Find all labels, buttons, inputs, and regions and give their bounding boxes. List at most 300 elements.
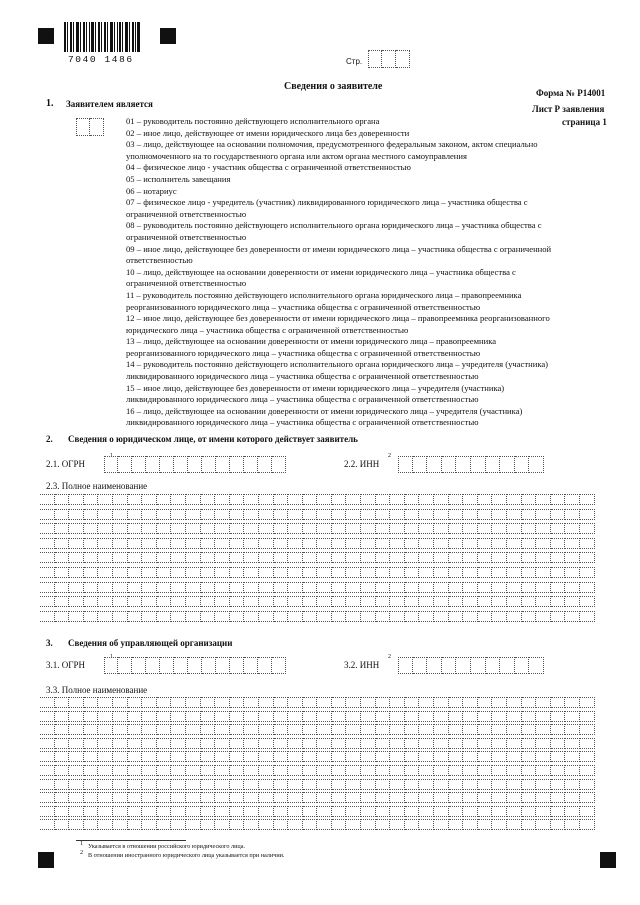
input-cell[interactable] [171, 819, 186, 830]
input-cell[interactable] [361, 765, 376, 776]
input-cell[interactable] [171, 751, 186, 762]
input-cell[interactable] [332, 765, 347, 776]
input-cell[interactable] [201, 509, 216, 520]
input-cell[interactable] [580, 509, 595, 520]
input-cell[interactable] [580, 751, 595, 762]
input-cell[interactable] [55, 697, 70, 708]
input-cell[interactable] [84, 582, 99, 593]
input-cell[interactable] [536, 711, 551, 722]
input-cell[interactable] [128, 738, 143, 749]
input-cell[interactable] [98, 819, 113, 830]
input-cell[interactable] [171, 765, 186, 776]
input-cell[interactable] [40, 724, 55, 735]
input-cell[interactable] [522, 819, 537, 830]
input-cell[interactable] [157, 711, 172, 722]
input-cell[interactable] [288, 523, 303, 534]
input-cell[interactable] [146, 456, 160, 473]
input-cell[interactable] [522, 711, 537, 722]
input-cell[interactable] [69, 806, 84, 817]
input-cell[interactable] [288, 724, 303, 735]
input-cell[interactable] [55, 567, 70, 578]
input-cell[interactable] [551, 765, 566, 776]
input-cell[interactable] [55, 538, 70, 549]
input-cell[interactable] [84, 779, 99, 790]
input-cell[interactable] [201, 596, 216, 607]
input-cell[interactable] [492, 819, 507, 830]
input-cell[interactable] [317, 765, 332, 776]
input-cell[interactable] [142, 552, 157, 563]
input-cell[interactable] [580, 538, 595, 549]
input-cell[interactable] [551, 523, 566, 534]
input-cell[interactable] [84, 765, 99, 776]
input-cell[interactable] [201, 751, 216, 762]
input-cell[interactable] [128, 806, 143, 817]
input-cell[interactable] [274, 751, 289, 762]
input-cell[interactable] [98, 738, 113, 749]
input-cell[interactable] [361, 819, 376, 830]
input-cell[interactable] [522, 552, 537, 563]
input-cell[interactable] [142, 806, 157, 817]
input-cell[interactable] [551, 779, 566, 790]
input-cell[interactable] [244, 509, 259, 520]
input-cell[interactable] [259, 724, 274, 735]
input-cell[interactable] [40, 494, 55, 505]
input-cell[interactable] [507, 552, 522, 563]
input-cell[interactable] [419, 711, 434, 722]
input-cell[interactable] [230, 738, 245, 749]
input-cell[interactable] [55, 738, 70, 749]
input-cell[interactable] [274, 523, 289, 534]
input-cell[interactable] [201, 582, 216, 593]
input-cell[interactable] [536, 806, 551, 817]
input-cell[interactable] [317, 792, 332, 803]
input-cell[interactable] [303, 711, 318, 722]
input-cell[interactable] [174, 456, 188, 473]
page-number-cells[interactable] [368, 50, 410, 68]
input-cell[interactable] [274, 611, 289, 622]
input-cell[interactable] [128, 552, 143, 563]
input-cell[interactable] [346, 582, 361, 593]
input-cell[interactable] [361, 596, 376, 607]
input-cell[interactable] [580, 596, 595, 607]
input-cell[interactable] [442, 456, 457, 473]
input-cell[interactable] [230, 697, 245, 708]
input-cell[interactable] [186, 751, 201, 762]
input-cell[interactable] [405, 523, 420, 534]
input-cell[interactable] [456, 657, 471, 674]
input-cell[interactable] [84, 509, 99, 520]
input-cell[interactable] [157, 552, 172, 563]
input-cell[interactable] [390, 494, 405, 505]
input-cell[interactable] [160, 456, 174, 473]
input-cell[interactable] [492, 552, 507, 563]
input-cell[interactable] [259, 582, 274, 593]
input-cell[interactable] [332, 751, 347, 762]
input-cell[interactable] [390, 697, 405, 708]
input-cell[interactable] [376, 711, 391, 722]
input-cell[interactable] [492, 523, 507, 534]
input-cell[interactable] [419, 765, 434, 776]
input-cell[interactable] [113, 724, 128, 735]
input-cell[interactable] [258, 657, 272, 674]
input-cell[interactable] [580, 582, 595, 593]
input-cell[interactable] [376, 538, 391, 549]
input-cell[interactable] [434, 738, 449, 749]
input-cell[interactable] [419, 538, 434, 549]
input-cell[interactable] [405, 806, 420, 817]
input-cell[interactable] [449, 765, 464, 776]
input-cell[interactable] [507, 806, 522, 817]
input-cell[interactable] [463, 509, 478, 520]
input-cell[interactable] [463, 711, 478, 722]
input-cell[interactable] [463, 779, 478, 790]
input-cell[interactable] [507, 523, 522, 534]
input-cell[interactable] [580, 806, 595, 817]
input-cell[interactable] [142, 765, 157, 776]
input-cell[interactable] [244, 567, 259, 578]
input-cell[interactable] [332, 806, 347, 817]
input-cell[interactable] [492, 738, 507, 749]
input-cell[interactable] [332, 582, 347, 593]
input-cell[interactable] [346, 611, 361, 622]
input-cell[interactable] [361, 738, 376, 749]
input-cell[interactable] [132, 456, 146, 473]
input-cell[interactable] [478, 509, 493, 520]
input-cell[interactable] [463, 596, 478, 607]
input-cell[interactable] [55, 819, 70, 830]
input-cell[interactable] [142, 738, 157, 749]
input-cell[interactable] [332, 523, 347, 534]
input-cell[interactable] [113, 509, 128, 520]
input-cell[interactable] [376, 567, 391, 578]
input-cell[interactable] [128, 751, 143, 762]
input-cell[interactable] [419, 697, 434, 708]
input-cell[interactable] [507, 779, 522, 790]
input-cell[interactable] [376, 509, 391, 520]
input-cell[interactable] [471, 456, 486, 473]
input-cell[interactable] [317, 738, 332, 749]
input-cell[interactable] [434, 711, 449, 722]
input-cell[interactable] [186, 724, 201, 735]
input-cell[interactable] [98, 567, 113, 578]
input-cell[interactable] [244, 552, 259, 563]
input-cell[interactable] [128, 523, 143, 534]
input-cell[interactable] [104, 657, 118, 674]
input-cell[interactable] [230, 509, 245, 520]
input-cell[interactable] [303, 738, 318, 749]
input-cell[interactable] [55, 792, 70, 803]
input-cell[interactable] [317, 751, 332, 762]
input-cell[interactable] [405, 819, 420, 830]
input-cell[interactable] [171, 724, 186, 735]
input-cell[interactable] [40, 567, 55, 578]
input-cell[interactable] [449, 611, 464, 622]
input-cell[interactable] [259, 738, 274, 749]
input-cell[interactable] [565, 792, 580, 803]
input-cell[interactable] [376, 819, 391, 830]
fullname-row[interactable] [40, 806, 595, 817]
input-cell[interactable] [157, 738, 172, 749]
input-cell[interactable] [201, 738, 216, 749]
input-cell[interactable] [580, 567, 595, 578]
input-cell[interactable] [288, 806, 303, 817]
input-cell[interactable] [98, 792, 113, 803]
input-cell[interactable] [215, 738, 230, 749]
input-cell[interactable] [434, 806, 449, 817]
input-cell[interactable] [186, 711, 201, 722]
input-cell[interactable] [244, 538, 259, 549]
input-cell[interactable] [142, 596, 157, 607]
input-cell[interactable] [419, 509, 434, 520]
input-cell[interactable] [244, 819, 259, 830]
input-cell[interactable] [84, 751, 99, 762]
input-cell[interactable] [259, 494, 274, 505]
input-cell[interactable] [69, 494, 84, 505]
input-cell[interactable] [376, 596, 391, 607]
input-cell[interactable] [551, 552, 566, 563]
fullname-row[interactable] [40, 724, 595, 735]
input-cell[interactable] [500, 456, 515, 473]
input-cell[interactable] [202, 657, 216, 674]
input-cell[interactable] [405, 765, 420, 776]
input-cell[interactable] [171, 494, 186, 505]
input-cell[interactable] [492, 596, 507, 607]
input-cell[interactable] [376, 724, 391, 735]
input-cell[interactable] [84, 724, 99, 735]
input-cell[interactable] [201, 792, 216, 803]
input-cell[interactable] [361, 751, 376, 762]
input-cell[interactable] [551, 819, 566, 830]
input-cell[interactable] [84, 538, 99, 549]
input-cell[interactable] [390, 567, 405, 578]
input-cell[interactable] [40, 552, 55, 563]
input-cell[interactable] [492, 711, 507, 722]
input-cell[interactable] [317, 711, 332, 722]
input-cell[interactable] [492, 567, 507, 578]
input-cell[interactable] [522, 596, 537, 607]
input-cell[interactable] [449, 567, 464, 578]
input-cell[interactable] [332, 596, 347, 607]
input-cell[interactable] [142, 819, 157, 830]
input-cell[interactable] [55, 751, 70, 762]
input-cell[interactable] [317, 494, 332, 505]
input-cell[interactable] [157, 582, 172, 593]
input-cell[interactable] [215, 523, 230, 534]
input-cell[interactable] [507, 494, 522, 505]
input-cell[interactable] [288, 738, 303, 749]
input-cell[interactable] [434, 792, 449, 803]
input-cell[interactable] [507, 711, 522, 722]
input-cell[interactable] [434, 697, 449, 708]
input-cell[interactable] [274, 779, 289, 790]
input-cell[interactable] [274, 552, 289, 563]
input-cell[interactable] [244, 697, 259, 708]
input-cell[interactable] [113, 751, 128, 762]
input-cell[interactable] [128, 596, 143, 607]
input-cell[interactable] [478, 819, 493, 830]
input-cell[interactable] [146, 657, 160, 674]
input-cell[interactable] [463, 582, 478, 593]
input-cell[interactable] [434, 765, 449, 776]
input-cell[interactable] [69, 567, 84, 578]
input-cell[interactable] [478, 596, 493, 607]
input-cell[interactable] [565, 552, 580, 563]
input-cell[interactable] [580, 494, 595, 505]
input-cell[interactable] [303, 596, 318, 607]
input-cell[interactable] [419, 582, 434, 593]
input-cell[interactable] [55, 552, 70, 563]
input-cell[interactable] [274, 538, 289, 549]
input-cell[interactable] [274, 596, 289, 607]
input-cell[interactable] [274, 792, 289, 803]
input-cell[interactable] [186, 538, 201, 549]
input-cell[interactable] [118, 456, 132, 473]
input-cell[interactable] [288, 538, 303, 549]
input-cell[interactable] [376, 738, 391, 749]
input-cell[interactable] [419, 724, 434, 735]
input-cell[interactable] [274, 819, 289, 830]
input-cell[interactable] [288, 567, 303, 578]
input-cell[interactable] [405, 751, 420, 762]
input-cell[interactable] [405, 509, 420, 520]
input-cell[interactable] [551, 538, 566, 549]
input-cell[interactable] [98, 806, 113, 817]
input-cell[interactable] [55, 765, 70, 776]
input-cell[interactable] [346, 509, 361, 520]
input-cell[interactable] [142, 509, 157, 520]
input-cell[interactable] [186, 611, 201, 622]
input-cell[interactable] [507, 724, 522, 735]
input-cell[interactable] [174, 657, 188, 674]
input-cell[interactable] [215, 724, 230, 735]
input-cell[interactable] [142, 567, 157, 578]
input-cell[interactable] [171, 806, 186, 817]
input-cell[interactable] [216, 657, 230, 674]
input-cell[interactable] [478, 806, 493, 817]
input-cell[interactable] [346, 552, 361, 563]
input-cell[interactable] [303, 582, 318, 593]
input-cell[interactable] [507, 611, 522, 622]
input-cell[interactable] [55, 724, 70, 735]
input-cell[interactable] [522, 611, 537, 622]
input-cell[interactable] [142, 779, 157, 790]
input-cell[interactable] [288, 552, 303, 563]
fullname-row[interactable] [40, 582, 595, 593]
input-cell[interactable] [244, 738, 259, 749]
input-cell[interactable] [201, 806, 216, 817]
input-cell[interactable] [317, 538, 332, 549]
input-cell[interactable] [288, 697, 303, 708]
input-cell[interactable] [478, 552, 493, 563]
input-cell[interactable] [419, 738, 434, 749]
input-cell[interactable] [449, 697, 464, 708]
input-cell[interactable] [258, 456, 272, 473]
input-cell[interactable] [186, 792, 201, 803]
input-cell[interactable] [113, 779, 128, 790]
input-cell[interactable] [128, 765, 143, 776]
input-cell[interactable] [98, 538, 113, 549]
input-cell[interactable] [98, 596, 113, 607]
input-cell[interactable] [551, 697, 566, 708]
input-cell[interactable] [565, 509, 580, 520]
input-cell[interactable] [507, 538, 522, 549]
input-cell[interactable] [515, 456, 530, 473]
input-cell[interactable] [288, 779, 303, 790]
fullname-row[interactable] [40, 538, 595, 549]
input-cell[interactable] [317, 509, 332, 520]
input-cell[interactable] [113, 806, 128, 817]
input-cell[interactable] [128, 819, 143, 830]
input-cell[interactable] [522, 494, 537, 505]
input-cell[interactable] [376, 751, 391, 762]
input-cell[interactable] [259, 806, 274, 817]
input-cell[interactable] [536, 567, 551, 578]
fullname-row[interactable] [40, 523, 595, 534]
input-cell[interactable] [69, 538, 84, 549]
input-cell[interactable] [522, 751, 537, 762]
input-cell[interactable] [536, 751, 551, 762]
fullname-row[interactable] [40, 494, 595, 505]
input-cell[interactable] [376, 765, 391, 776]
input-cell[interactable] [317, 724, 332, 735]
input-cell[interactable] [332, 779, 347, 790]
input-cell[interactable] [244, 792, 259, 803]
fullname-row[interactable] [40, 751, 595, 762]
input-cell[interactable] [536, 819, 551, 830]
input-cell[interactable] [40, 582, 55, 593]
input-cell[interactable] [157, 567, 172, 578]
input-cell[interactable] [419, 779, 434, 790]
input-cell[interactable] [522, 582, 537, 593]
input-cell[interactable] [132, 657, 146, 674]
input-cell[interactable] [215, 711, 230, 722]
input-cell[interactable] [463, 751, 478, 762]
input-cell[interactable] [244, 711, 259, 722]
input-cell[interactable] [390, 611, 405, 622]
input-cell[interactable] [456, 456, 471, 473]
input-cell[interactable] [463, 538, 478, 549]
input-cell[interactable] [551, 792, 566, 803]
input-cell[interactable] [84, 611, 99, 622]
input-cell[interactable] [478, 697, 493, 708]
input-cell[interactable] [449, 779, 464, 790]
input-cell[interactable] [536, 792, 551, 803]
input-cell[interactable] [157, 765, 172, 776]
input-cell[interactable] [128, 792, 143, 803]
input-cell[interactable] [565, 806, 580, 817]
input-cell[interactable] [529, 657, 544, 674]
input-cell[interactable] [84, 567, 99, 578]
input-cell[interactable] [157, 779, 172, 790]
input-cell[interactable] [69, 509, 84, 520]
input-cell[interactable] [434, 611, 449, 622]
input-cell[interactable] [536, 724, 551, 735]
input-cell[interactable] [272, 657, 286, 674]
input-cell[interactable] [463, 806, 478, 817]
input-cell[interactable] [492, 792, 507, 803]
input-cell[interactable] [346, 596, 361, 607]
input-cell[interactable] [463, 611, 478, 622]
input-cell[interactable] [405, 779, 420, 790]
input-cell[interactable] [551, 567, 566, 578]
input-cell[interactable] [551, 509, 566, 520]
input-cell[interactable] [507, 697, 522, 708]
input-cell[interactable] [376, 792, 391, 803]
input-cell[interactable] [536, 552, 551, 563]
input-cell[interactable] [230, 582, 245, 593]
input-cell[interactable] [171, 509, 186, 520]
input-cell[interactable] [171, 738, 186, 749]
